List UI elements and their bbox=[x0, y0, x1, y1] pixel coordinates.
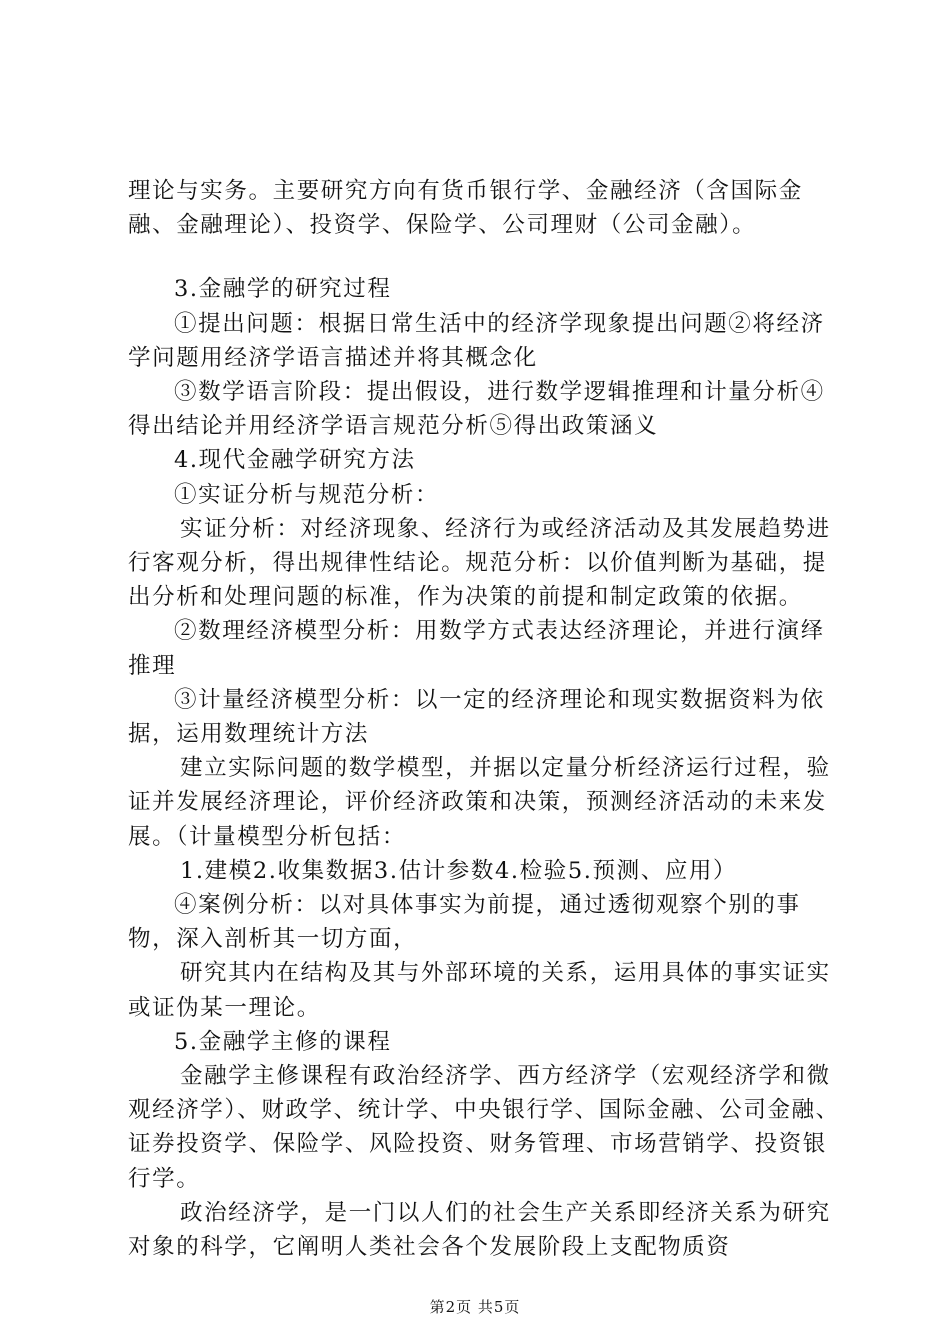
page-number: 第2页 共5页 bbox=[429, 1298, 521, 1316]
paragraph-econometric-model: 建立实际问题的数学模型，并据以定量分析经济运行过程，验证并发展经济理论，评价经济政策和决策，预测经济活动的未来发展。（计量模型分析包括： bbox=[128, 755, 831, 850]
heading-research-process: 3.金融学的研究过程 bbox=[174, 276, 392, 303]
paragraph-courses: 金融学主修课程有政治经济学、西方经济学（宏观经济学和微观经济学）、财政学、统计学、中央银行学、国际金融、公司金融、证券投资学、保险学、风险投资、财务管理、市场营销学、投资银行学。 bbox=[128, 1063, 840, 1192]
paragraph-method-3: ③计量经济模型分析：以一定的经济理论和现实数据资料为依据，运用数理统计方法 bbox=[128, 686, 825, 748]
paragraph-positive-normative: 实证分析：对经济现象、经济行为或经济活动及其发展趋势进行客观分析，得出规律性结论。规范分析：以价值判断为基础，提出分析和处理问题的标准，作为决策的前提和制定政策的依据。 bbox=[128, 515, 831, 611]
heading-research-methods: 4.现代金融学研究方法 bbox=[174, 447, 416, 474]
paragraph-spacer bbox=[128, 242, 840, 272]
paragraph-case-study: 研究其内在结构及其与外部环境的关系，运用具体的事实证实或证伪某一理论。 bbox=[128, 960, 831, 1021]
paragraph-method-1: ①实证分析与规范分析： bbox=[174, 481, 440, 508]
paragraph-step-1-2: ①提出问题：根据日常生活中的经济学现象提出问题②将经济学问题用经济学语言描述并将其概念化 bbox=[128, 310, 825, 371]
document-body bbox=[128, 174, 840, 1264]
heading-core-courses: 5.金融学主修的课程 bbox=[174, 1028, 392, 1055]
paragraph-method-4: ④案例分析：以对具体事实为前提，通过透彻观察个别的事物，深入剖析其一切方面， bbox=[128, 892, 801, 953]
paragraph-step-3-5: ③数学语言阶段：提出假设，进行数学逻辑推理和计量分析④得出结论并用经济学语言规范分析⑤得出政策涵义 bbox=[128, 379, 825, 440]
paragraph-method-2: ②数理经济模型分析：用数学方式表达经济理论，并进行演绎推理 bbox=[128, 618, 825, 679]
paragraph-political-economy: 政治经济学，是一门以人们的社会生产关系即经济关系为研究对象的科学，它阐明人类社会各个发展阶段上支配物质资 bbox=[128, 1199, 831, 1261]
paragraph-intro: 理论与实务。主要研究方向有货币银行学、金融经济（含国际金融、金融理论）、投资学、保险学、公司理财（公司金融）。 bbox=[128, 178, 803, 239]
paragraph-model-steps: 1.建模2.收集数据3.估计参数4.检验5.预测、应用） bbox=[180, 857, 738, 884]
